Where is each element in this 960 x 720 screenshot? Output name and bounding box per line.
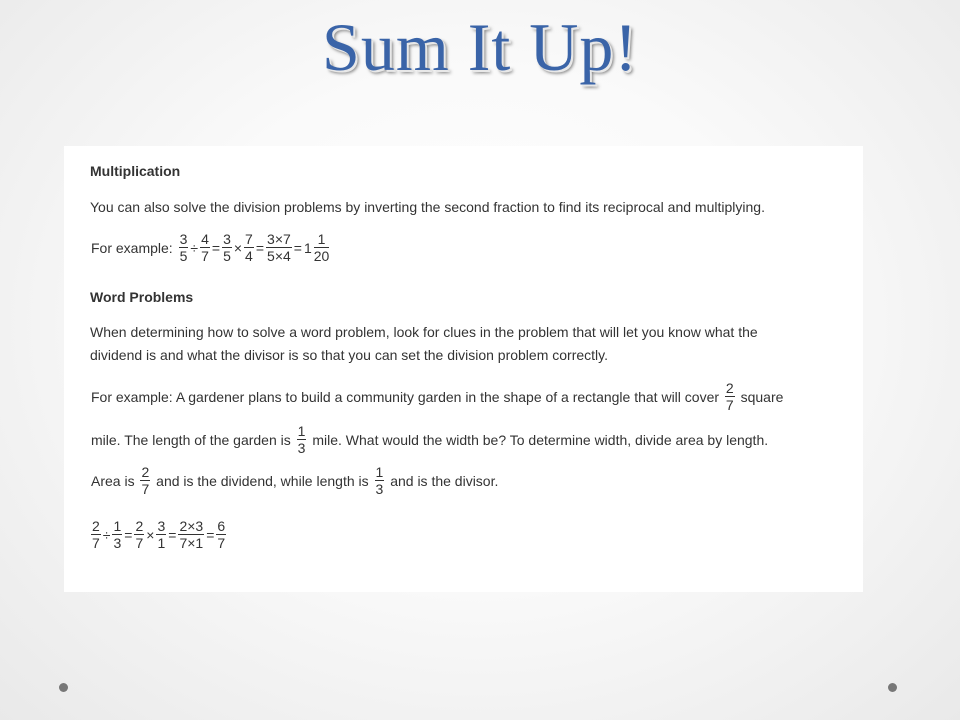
fraction: $\frac{2}{7}$: [725, 380, 734, 414]
divide-operator: ÷: [102, 526, 111, 543]
fraction: $\frac{2}{7}$: [141, 464, 150, 498]
multiplication-heading: Multiplication: [90, 163, 181, 179]
equals-operator: =: [211, 239, 221, 256]
equals-operator: =: [255, 239, 265, 256]
fraction: $\frac{1}{3}$: [297, 423, 306, 457]
para2-text-end: square: [740, 388, 784, 405]
word-problems-para3: [90, 423, 769, 456]
fraction: $\frac{1}{20}$: [313, 231, 330, 265]
equals-operator: =: [293, 239, 302, 256]
fraction: $\frac{3\times 7}{5\times 4}$: [267, 231, 291, 265]
fraction: $\frac{2}{7}$: [135, 518, 144, 552]
fraction: $\frac{3}{5}$: [223, 231, 231, 265]
multiply-operator: ×: [233, 239, 243, 256]
decorative-dot-right: [888, 683, 897, 692]
para2-text: For example: A gardener plans to build a community garden in the shape of a rectangle that will cover: [91, 388, 720, 405]
word-problems-solution: [90, 518, 227, 551]
fraction: $\frac{6}{7}$: [217, 518, 226, 552]
para3-text: mile. The length of the garden is: [91, 431, 291, 448]
para4-text-end: and is the divisor.: [390, 472, 499, 489]
word-problems-para2: [90, 380, 784, 413]
para4-text: Area is: [91, 472, 135, 489]
para3-text-end: mile. What would the width be? To determine width, divide area by length.: [312, 431, 769, 448]
example-label: For example:: [91, 239, 173, 256]
divide-operator: ÷: [190, 239, 199, 256]
fraction: $\frac{2\times 3}{7\times 1}$: [179, 518, 204, 552]
para4-text-mid: and is the dividend, while length is: [156, 472, 369, 489]
decorative-dot-left: [59, 683, 68, 692]
word-problems-para1-line2: dividend is and what the divisor is so that you can set the division problem correctly.: [90, 347, 608, 363]
fraction: $\frac{1}{3}$: [375, 464, 384, 498]
equals-operator: =: [124, 526, 133, 543]
word-problems-para1-line1: When determining how to solve a word problem, look for clues in the problem that will let you know what the: [90, 324, 758, 340]
word-problems-para4: [90, 464, 499, 497]
equals-operator: =: [168, 526, 177, 543]
whole-number: 1: [303, 239, 312, 256]
fraction: $\frac{2}{7}$: [92, 518, 100, 552]
multiply-operator: ×: [146, 526, 155, 543]
fraction: $\frac{1}{3}$: [113, 518, 122, 552]
multiplication-example: [90, 231, 330, 264]
slide-title: Sum It Up!: [322, 9, 638, 85]
word-problems-heading: Word Problems: [90, 289, 194, 305]
fraction: $\frac{3}{1}$: [157, 518, 166, 552]
fraction: $\frac{7}{4}$: [245, 231, 253, 265]
multiplication-intro: You can also solve the division problems by inverting the second fraction to find its reciprocal and multiplying.: [90, 199, 765, 215]
fraction: $\frac{4}{7}$: [201, 231, 209, 265]
content-box: [64, 146, 863, 592]
equals-operator: =: [206, 526, 215, 543]
fraction: $\frac{3}{5}$: [179, 231, 188, 265]
